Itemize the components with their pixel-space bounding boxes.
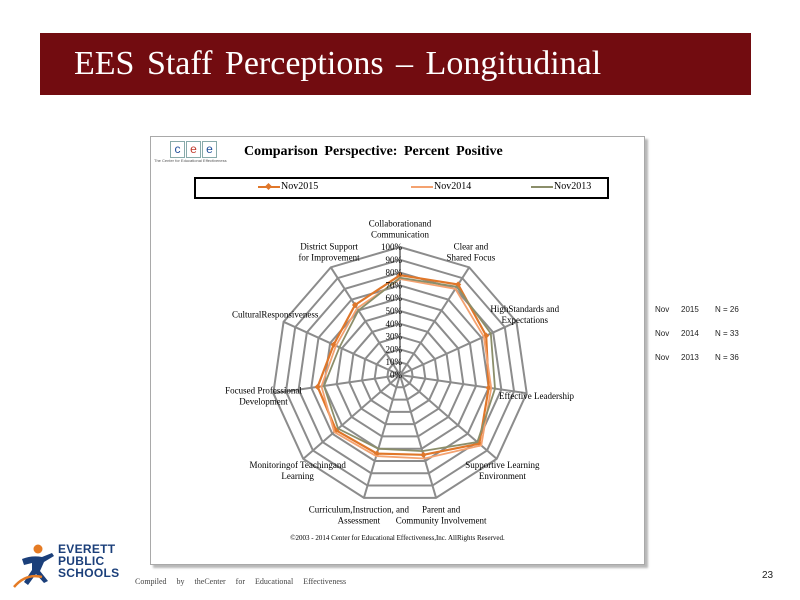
radar-tick-label: 60%	[385, 293, 402, 304]
legend-label-nov2014: Nov2014	[434, 181, 472, 192]
n-month: Nov	[655, 329, 670, 338]
n-year: 2013	[681, 353, 699, 362]
n-month: Nov	[655, 353, 670, 362]
radar-series-marker	[315, 384, 321, 390]
footer-compiled-by: Compiled by theCenter for Educational Effectiveness	[135, 577, 347, 586]
chart-title: Comparison Perspective: Percent Positive	[244, 144, 503, 159]
n-count: N = 26	[715, 305, 739, 314]
slide-title: EES Staff Perceptions – Longitudinal	[40, 33, 751, 95]
radar-category-label: Assessment	[337, 515, 381, 526]
radar-tick-label: 20%	[385, 344, 402, 355]
radar-tick-label: 0%	[390, 370, 402, 380]
legend-label-nov2013: Nov2013	[554, 181, 592, 192]
n-year: 2014	[681, 329, 699, 338]
everett-logo-line: PUBLIC	[58, 554, 105, 568]
radar-tick-label: 10%	[385, 357, 402, 368]
radar-chart	[151, 137, 644, 564]
radar-tick-label: 90%	[385, 254, 402, 265]
radar-category-label: Curriculum,Instruction, and	[308, 504, 409, 515]
radar-category-label: Clear and	[453, 241, 489, 252]
radar-series-marker	[420, 452, 426, 458]
radar-category-label: Effective Leadership	[498, 390, 575, 401]
legend-label-nov2015: Nov2015	[281, 181, 319, 192]
radar-category-label: Expectations	[501, 314, 549, 325]
radar-category-label: for Improvement	[298, 252, 360, 263]
radar-category-label: Parent and	[422, 504, 461, 515]
radar-category-label: Environment	[478, 471, 526, 482]
radar-tick-label: 40%	[385, 318, 402, 329]
cee-logo-subtitle: The Center for Educational Effectiveness	[154, 158, 227, 163]
radar-category-label: Community Involvement	[395, 515, 487, 526]
radar-category-label: Collaborationand	[368, 218, 432, 229]
radar-category-label: Communication	[371, 229, 429, 240]
page-number: 23	[762, 570, 774, 581]
radar-category-label: CulturalResponsiveness	[231, 309, 319, 320]
sample-size-row	[655, 305, 765, 329]
cee-letter-e2: e	[202, 141, 217, 158]
everett-logo-text	[58, 543, 119, 579]
radar-category-label: Learning	[281, 471, 314, 482]
radar-tick-label: 50%	[385, 306, 402, 316]
radar-category-label: District Support	[300, 241, 358, 252]
cee-letter-c: c	[170, 141, 185, 158]
sample-size-table	[655, 305, 765, 377]
radar-category-label: HighStandards and	[490, 303, 560, 314]
sample-size-row	[655, 329, 765, 353]
n-month: Nov	[655, 305, 670, 314]
everett-logo-line: EVERETT	[58, 542, 116, 556]
cee-letter-e1: e	[186, 141, 201, 158]
radar-category-label: Shared Focus	[446, 252, 496, 263]
sample-size-row	[655, 353, 765, 377]
n-year: 2015	[681, 305, 699, 314]
radar-category-label: Focused Professional	[225, 385, 302, 396]
radar-tick-label: 80%	[385, 267, 402, 278]
radar-chart-frame	[150, 136, 645, 565]
n-count: N = 33	[715, 329, 739, 338]
chart-copyright: ©2003 - 2014 Center for Educational Effectiveness,Inc. AllRights Reserved.	[290, 534, 505, 542]
radar-category-label: Supportive Learning	[465, 460, 540, 471]
n-count: N = 36	[715, 353, 739, 362]
radar-series-line	[324, 278, 495, 451]
everett-public-schools-logo	[12, 543, 122, 591]
radar-category-label: Monitoringof Teachingand	[249, 460, 346, 471]
radar-category-label: Development	[239, 396, 288, 407]
radar-tick-label: 30%	[385, 331, 402, 342]
runner-figure-icon	[12, 543, 58, 591]
radar-tick-label: 70%	[385, 280, 402, 291]
everett-logo-line: SCHOOLS	[58, 566, 120, 580]
radar-tick-label: 100%	[381, 242, 402, 252]
